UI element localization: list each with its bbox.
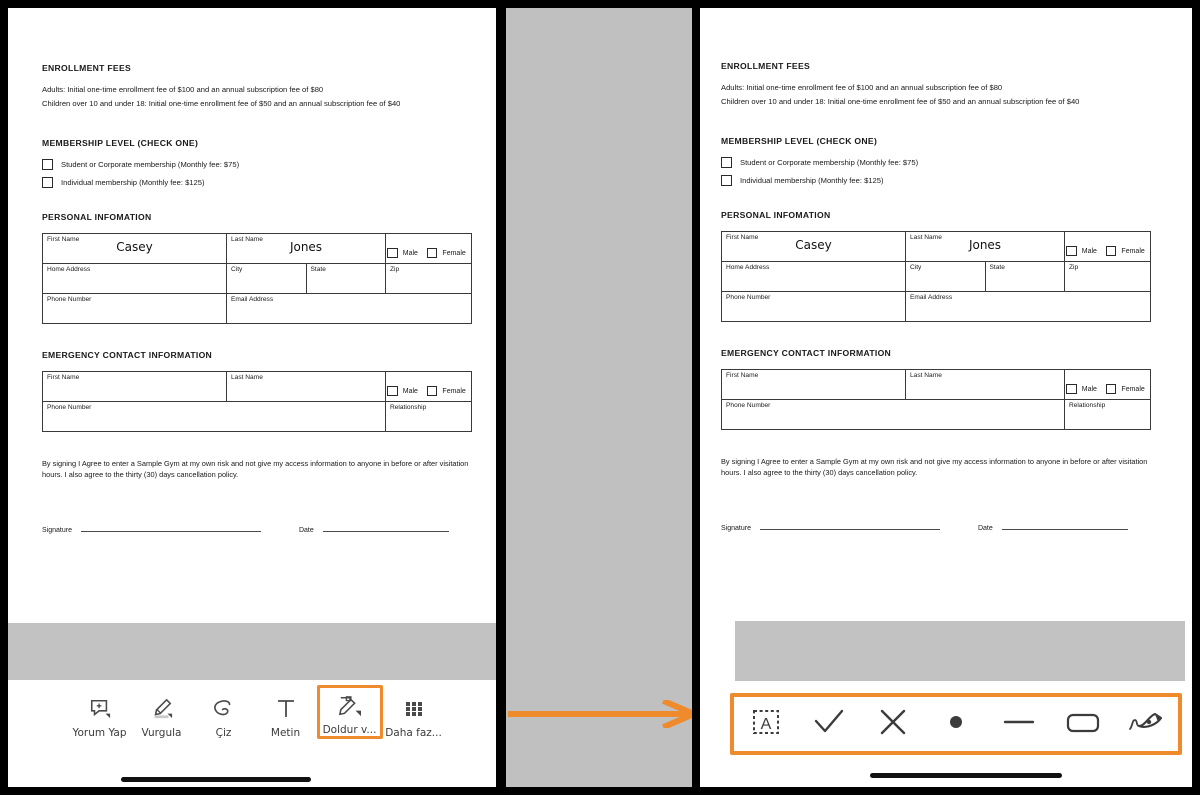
checkbox-emg-female-icon[interactable] <box>427 386 438 397</box>
emergency-contact-heading: EMERGENCY CONTACT INFORMATION <box>721 347 892 358</box>
toolbar-label-vurgula: Vurgula <box>141 727 182 739</box>
toolbar-item-rectangle-tool[interactable] <box>1057 701 1109 747</box>
home-indicator-right <box>870 773 1062 778</box>
emg-male-label: Male <box>1081 385 1097 393</box>
toolbar-item-vurgula[interactable] <box>131 688 193 739</box>
city-label: City <box>231 265 243 273</box>
cell-emg-gender <box>386 371 472 401</box>
emg-phone-label: Phone Number <box>726 401 771 409</box>
first-name-label: First Name <box>726 233 759 241</box>
toolbar-item-dot-tool[interactable] <box>930 701 982 747</box>
personal-information-heading: PERSONAL INFOMATION <box>721 209 831 220</box>
agreement-text: By signing I Agree to enter a Sample Gym at my own risk and not give my access information to anyone in before or after visitation hours. I also agree to the thirty (30) days cancellation policy. <box>42 458 469 480</box>
signature-row <box>42 527 472 534</box>
enrollment-fee-line-children: Children over 10 and under 18: Initial one-time enrollment fee of $50 and an annual subscription fee of $40 <box>721 96 1080 106</box>
male-label: Male <box>402 249 418 257</box>
toolbar-label-metin: Metin <box>270 727 301 739</box>
membership-option-individual[interactable] <box>42 177 472 188</box>
checkbox-female-icon[interactable] <box>427 248 438 259</box>
frame-left <box>0 0 8 795</box>
after-screen-panel <box>700 8 1192 787</box>
cell-city[interactable] <box>906 261 986 291</box>
emg-relationship-label: Relationship <box>390 403 427 411</box>
membership-option-student-label: Student or Corporate membership (Monthly fee: $75) <box>740 157 919 167</box>
toolbar-item-ciz[interactable] <box>193 688 255 739</box>
svg-text:A: A <box>760 715 772 733</box>
toolbar-item-text-tool[interactable] <box>740 701 792 747</box>
frame-divider-left <box>497 0 506 795</box>
emg-first-name-label: First Name <box>47 373 80 381</box>
toolbar-item-signature-tool[interactable] <box>1120 701 1172 747</box>
cell-emg-first-name[interactable] <box>43 371 227 401</box>
emergency-contact-table <box>42 371 472 432</box>
cell-emg-last-name[interactable] <box>906 369 1065 399</box>
table-row <box>722 369 1151 399</box>
cell-emg-phone[interactable] <box>43 401 386 431</box>
viewer-grey-band-right <box>735 621 1185 681</box>
toolbar-label-doldur-ve-imzala: Doldur v... <box>322 724 377 736</box>
first-name-value: Casey <box>795 238 832 253</box>
cell-first-name[interactable] <box>722 231 906 261</box>
table-row <box>43 401 472 431</box>
cell-email-address[interactable] <box>906 291 1151 321</box>
enrollment-fee-line-adults: Adults: Initial one-time enrollment fee of $100 and an annual subscription fee of $80 <box>721 83 1003 92</box>
comment-icon <box>89 694 111 724</box>
emg-phone-label: Phone Number <box>47 403 92 411</box>
zip-label: Zip <box>390 265 400 273</box>
email-address-label: Email Address <box>231 295 274 303</box>
text-icon <box>276 694 296 724</box>
date-label: Date <box>298 527 314 535</box>
right-arrow-icon <box>508 700 698 728</box>
cell-emg-phone[interactable] <box>722 399 1065 429</box>
personal-information-table <box>42 233 472 324</box>
first-name-label: First Name <box>47 235 80 243</box>
fill-and-sign-toolbar <box>730 693 1182 755</box>
signature-row <box>721 525 1151 532</box>
zip-label: Zip <box>1069 263 1079 271</box>
frame-top <box>0 0 1200 8</box>
checkbox-emg-male-icon[interactable] <box>387 386 398 397</box>
table-row <box>43 371 472 401</box>
email-address-label: Email Address <box>910 293 953 301</box>
agreement-text: By signing I Agree to enter a Sample Gym at my own risk and not give my access information to anyone in before or after visitation hours. I also agree to the thirty (30) days cancellation policy. <box>721 456 1148 478</box>
membership-level-heading: MEMBERSHIP LEVEL (CHECK ONE) <box>42 137 199 148</box>
emg-female-label: Female <box>442 387 466 395</box>
emergency-contact-table <box>721 369 1151 430</box>
membership-option-individual-label: Individual membership (Monthly fee: $125) <box>740 175 884 185</box>
cell-last-name[interactable] <box>227 233 386 263</box>
cell-home-address[interactable] <box>43 263 227 293</box>
toolbar-item-line-tool[interactable] <box>993 701 1045 747</box>
date-line[interactable] <box>323 531 449 532</box>
emergency-contact-heading: EMERGENCY CONTACT INFORMATION <box>42 349 213 360</box>
personal-information-table <box>721 231 1151 322</box>
toolbar-item-doldur-ve-imzala[interactable] <box>317 685 383 739</box>
cross-icon <box>878 707 908 742</box>
table-row <box>722 291 1151 321</box>
table-row <box>722 261 1151 291</box>
cell-home-address[interactable] <box>722 261 906 291</box>
cell-emg-first-name[interactable] <box>722 369 906 399</box>
membership-option-student[interactable] <box>42 159 472 170</box>
female-label: Female <box>442 249 466 257</box>
cell-gender <box>1065 231 1151 261</box>
table-row <box>43 263 472 293</box>
signature-pen-icon <box>1127 707 1165 742</box>
last-name-label: Last Name <box>910 233 942 241</box>
toolbar-label-daha-fazla: Daha faz... <box>385 727 442 739</box>
more-icon <box>403 694 425 724</box>
home-address-label: Home Address <box>47 265 91 273</box>
fill-and-sign-icon <box>338 691 362 721</box>
cell-emg-last-name[interactable] <box>227 371 386 401</box>
cell-emg-relationship[interactable] <box>1065 399 1151 429</box>
cell-emg-relationship[interactable] <box>386 401 472 431</box>
cell-phone-number[interactable] <box>43 293 227 323</box>
state-label: State <box>989 263 1005 271</box>
emg-relationship-label: Relationship <box>1069 401 1106 409</box>
toolbar-item-metin[interactable] <box>255 688 317 739</box>
draw-icon <box>212 694 236 724</box>
checkbox-emg-male-icon[interactable] <box>1066 384 1077 395</box>
checkbox-emg-female-icon[interactable] <box>1106 384 1117 395</box>
annotation-toolbar-left <box>8 688 505 756</box>
toolbar-label-yorum-yap: Yorum Yap <box>72 727 127 739</box>
cell-city[interactable] <box>227 263 307 293</box>
first-name-value: Casey <box>116 240 153 255</box>
rounded-rect-icon <box>1064 707 1102 742</box>
phone-number-label: Phone Number <box>47 295 92 303</box>
dot-icon <box>941 707 971 742</box>
personal-information-heading: PERSONAL INFOMATION <box>42 211 152 222</box>
checkbox-student-icon[interactable] <box>42 159 53 170</box>
checkbox-student-icon[interactable] <box>721 157 732 168</box>
enrollment-fees-heading: ENROLLMENT FEES <box>721 61 811 71</box>
table-row <box>43 293 472 323</box>
membership-option-student-label: Student or Corporate membership (Monthly fee: $75) <box>61 159 240 169</box>
signature-label: Signature <box>42 527 72 535</box>
emg-first-name-label: First Name <box>726 371 759 379</box>
cell-gender <box>386 233 472 263</box>
transition-arrow <box>508 700 698 728</box>
enrollment-fees-heading: ENROLLMENT FEES <box>42 63 132 73</box>
membership-option-student[interactable] <box>721 157 1151 168</box>
checkbox-individual-icon[interactable] <box>721 175 732 186</box>
toolbar-label-ciz: Çiz <box>215 727 232 739</box>
home-indicator-left <box>121 777 311 782</box>
cell-first-name[interactable] <box>43 233 227 263</box>
enrollment-fee-line-adults: Adults: Initial one-time enrollment fee of $100 and an annual subscription fee of $80 <box>42 85 324 94</box>
table-row <box>722 399 1151 429</box>
text-box-icon <box>751 707 781 742</box>
table-row <box>43 233 472 263</box>
last-name-value: Jones <box>289 240 323 255</box>
checkmark-icon <box>812 707 846 742</box>
toolbar-item-yorum-yap[interactable] <box>69 688 131 739</box>
checkbox-male-icon[interactable] <box>387 248 398 259</box>
signature-line[interactable] <box>81 531 261 532</box>
signature-line[interactable] <box>760 529 940 530</box>
table-row <box>722 231 1151 261</box>
membership-option-individual-label: Individual membership (Monthly fee: $125) <box>61 177 205 187</box>
viewer-grey-band-left <box>8 623 505 680</box>
emg-male-label: Male <box>402 387 418 395</box>
toolbar-item-checkmark-tool[interactable] <box>803 701 855 747</box>
emg-female-label: Female <box>1121 385 1145 393</box>
cell-zip[interactable] <box>386 263 472 293</box>
date-line[interactable] <box>1002 529 1128 530</box>
checkbox-female-icon[interactable] <box>1106 246 1117 257</box>
cell-phone-number[interactable] <box>722 291 906 321</box>
checkbox-individual-icon[interactable] <box>42 177 53 188</box>
last-name-label: Last Name <box>231 235 263 243</box>
cell-state[interactable] <box>306 263 386 293</box>
female-label: Female <box>1121 247 1145 255</box>
frame-divider-right <box>692 0 700 795</box>
emg-last-name-label: Last Name <box>910 371 942 379</box>
toolbar-item-cross-tool[interactable] <box>867 701 919 747</box>
last-name-value: Jones <box>968 238 1002 253</box>
membership-level-heading: MEMBERSHIP LEVEL (CHECK ONE) <box>721 135 878 146</box>
frame-bottom <box>0 787 1200 795</box>
membership-option-individual[interactable] <box>721 175 1151 186</box>
frame-right <box>1192 0 1200 795</box>
phone-number-label: Phone Number <box>726 293 771 301</box>
home-address-label: Home Address <box>726 263 770 271</box>
cell-last-name[interactable] <box>906 231 1065 261</box>
emg-last-name-label: Last Name <box>231 373 263 381</box>
checkbox-male-icon[interactable] <box>1066 246 1077 257</box>
cell-emg-gender <box>1065 369 1151 399</box>
cell-state[interactable] <box>985 261 1065 291</box>
before-screen-panel <box>8 8 505 787</box>
signature-label: Signature <box>721 525 751 533</box>
highlight-icon <box>151 694 173 724</box>
cell-zip[interactable] <box>1065 261 1151 291</box>
state-label: State <box>310 265 326 273</box>
date-label: Date <box>977 525 993 533</box>
line-icon <box>1001 707 1037 742</box>
toolbar-item-daha-fazla[interactable] <box>383 688 445 739</box>
male-label: Male <box>1081 247 1097 255</box>
cell-email-address[interactable] <box>227 293 472 323</box>
city-label: City <box>910 263 922 271</box>
enrollment-fee-line-children: Children over 10 and under 18: Initial one-time enrollment fee of $50 and an annual subscription fee of $40 <box>42 98 401 108</box>
